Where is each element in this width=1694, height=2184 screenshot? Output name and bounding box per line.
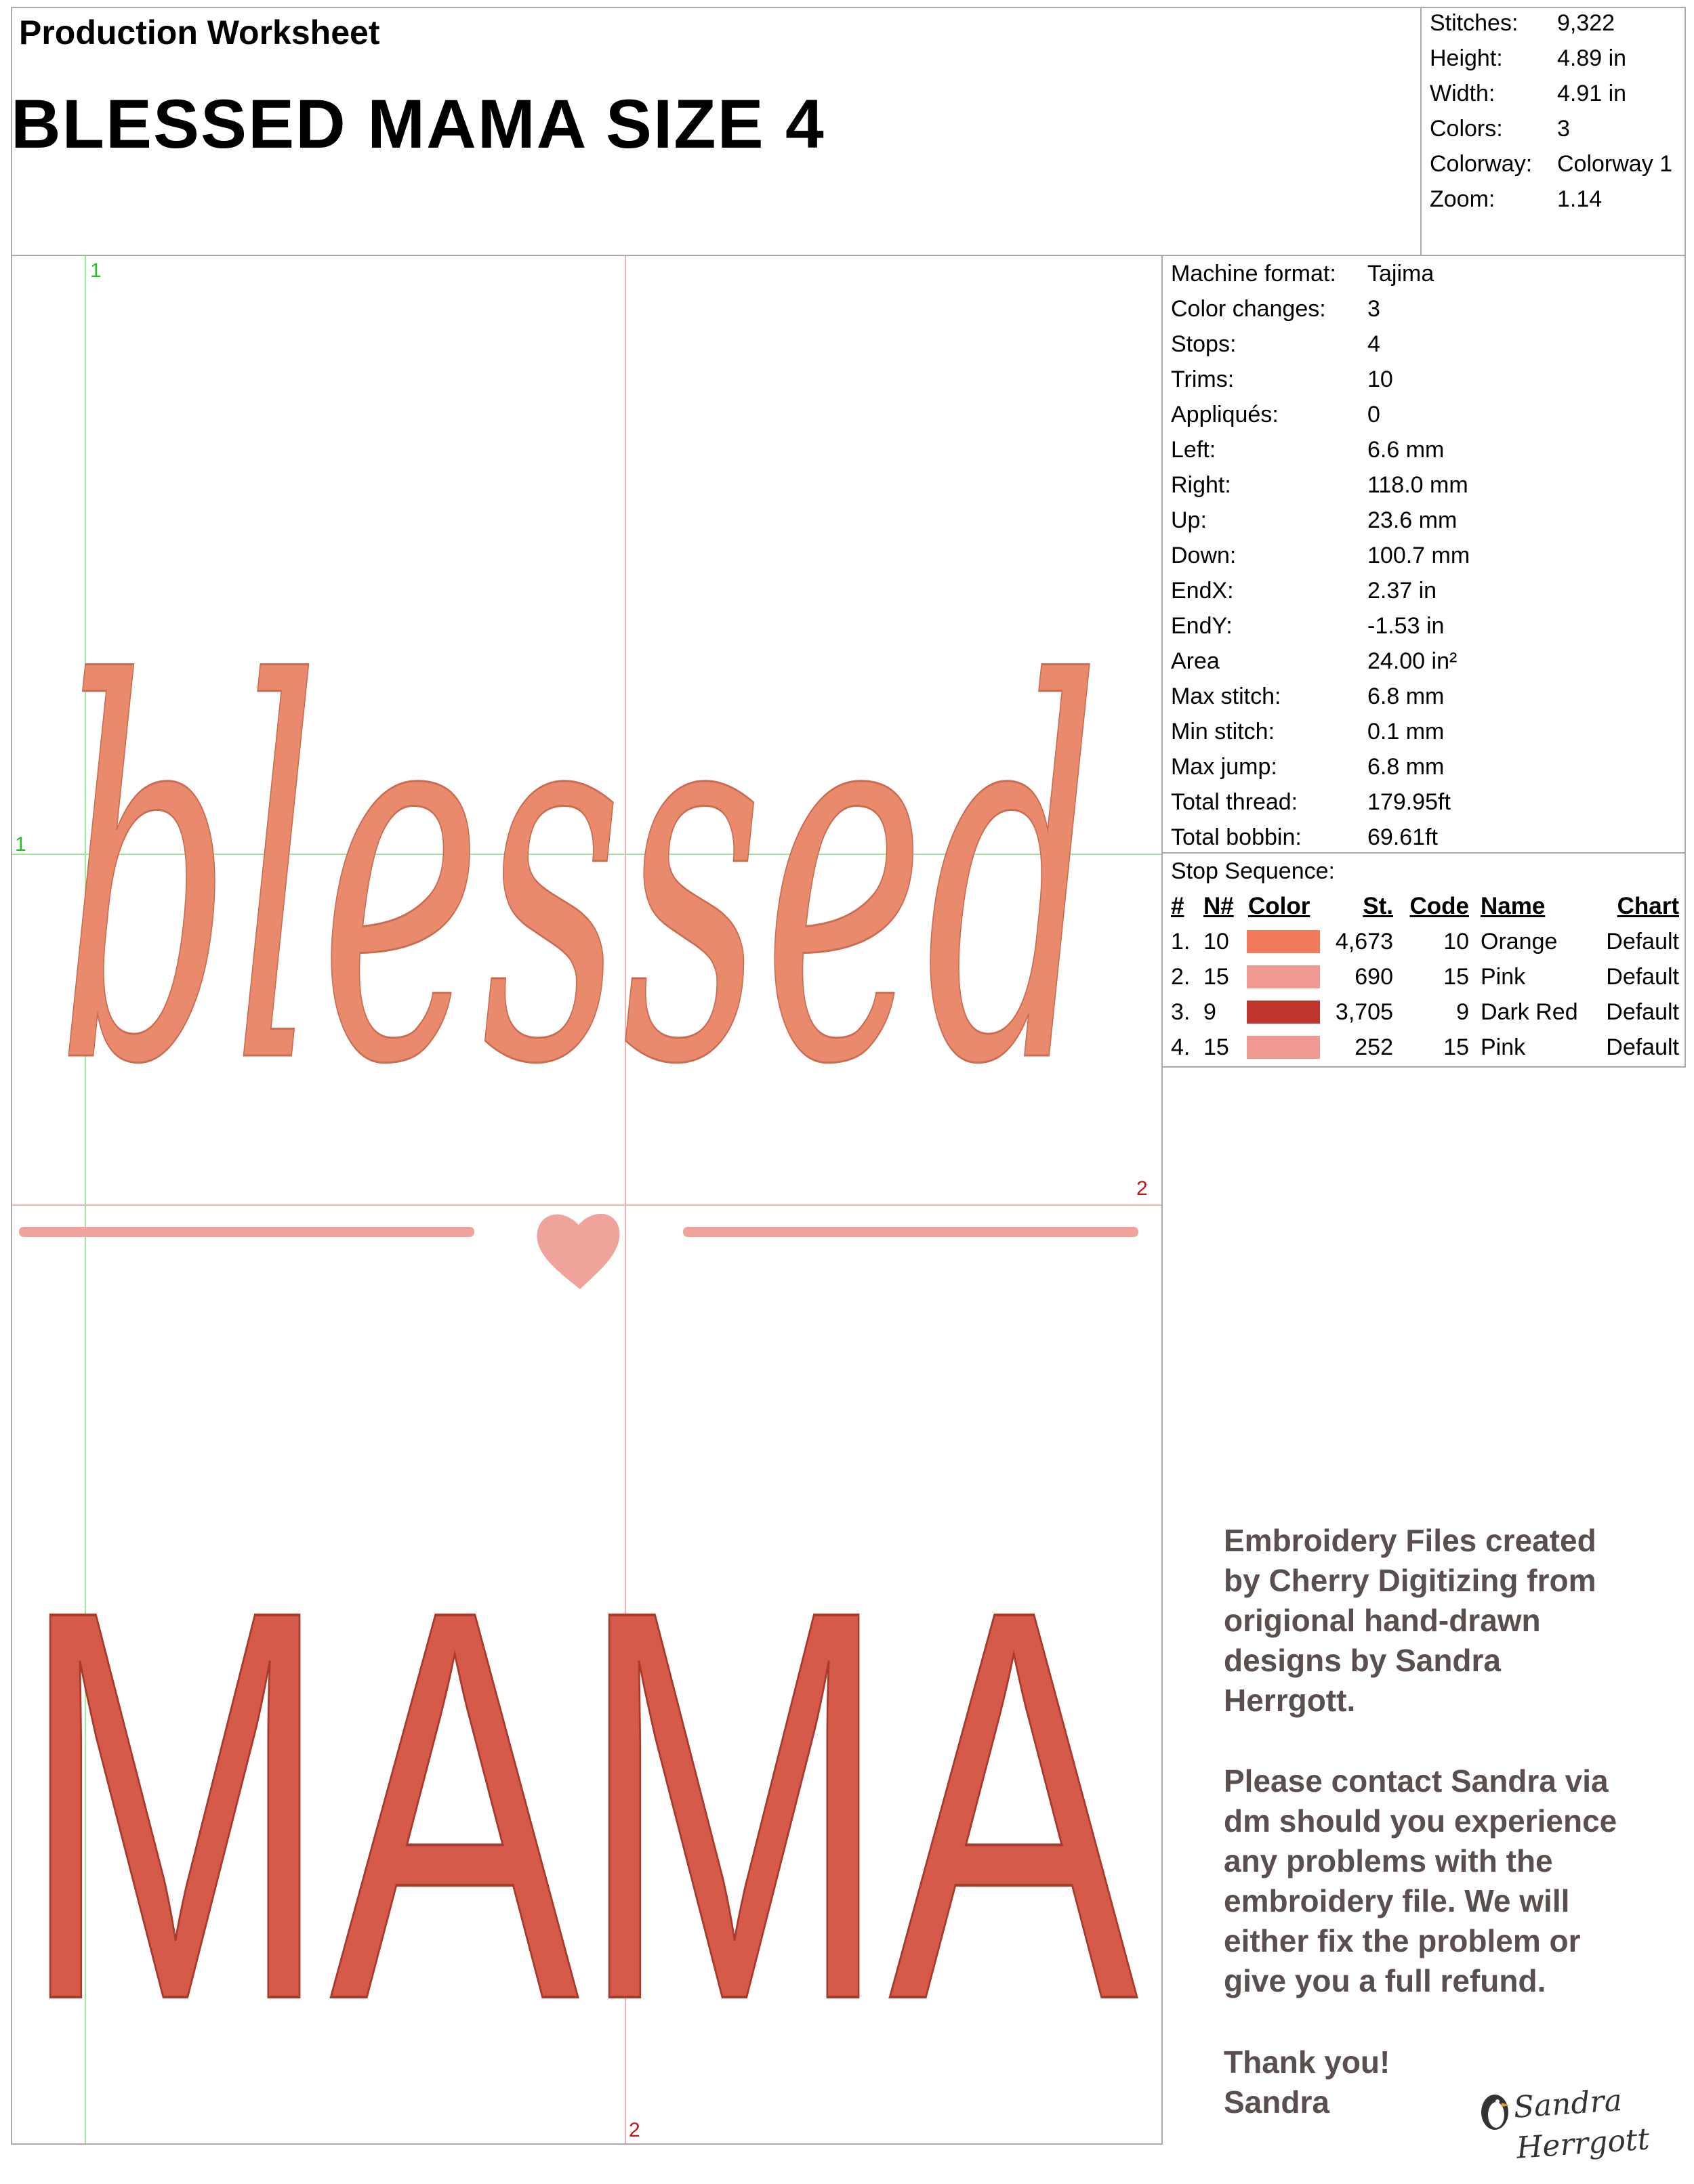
summary-value: 4.91 in [1557, 81, 1627, 106]
detail-value: 6.8 mm [1367, 754, 1445, 780]
stop-cell-idx: 3. [1171, 999, 1191, 1025]
summary-label: Zoom: [1430, 186, 1495, 212]
detail-label: Area [1171, 648, 1220, 674]
detail-value: 23.6 mm [1367, 507, 1458, 533]
stop-cell-n: 15 [1203, 1034, 1229, 1060]
design-preview [12, 256, 1161, 2143]
stop-cell-code: 10 [1443, 929, 1469, 954]
detail-value: 6.8 mm [1367, 684, 1445, 709]
stop-sequence-title: Stop Sequence: [1171, 858, 1335, 884]
marker-right: 2 [1136, 1177, 1148, 1200]
worksheet-title: Production Worksheet [19, 14, 380, 51]
penguin-icon [1476, 2085, 1514, 2133]
summary-value: 9,322 [1557, 10, 1615, 36]
detail-label: EndY: [1171, 613, 1233, 639]
column-header-code: Code [1409, 893, 1469, 919]
stop-cell-st: 252 [1355, 1034, 1393, 1060]
detail-label: Min stitch: [1171, 719, 1275, 744]
detail-value: 69.61ft [1367, 824, 1438, 850]
detail-value: 0 [1367, 402, 1380, 427]
column-header-idx: # [1171, 893, 1184, 919]
stop-cell-st: 690 [1355, 964, 1393, 990]
stop-cell-n: 15 [1203, 964, 1229, 990]
detail-value: 0.1 mm [1367, 719, 1445, 744]
detail-label: Stops: [1171, 331, 1237, 357]
detail-value: 6.6 mm [1367, 437, 1445, 463]
detail-value: 2.37 in [1367, 578, 1437, 604]
stop-cell-n: 9 [1203, 999, 1216, 1025]
column-header-n: N# [1203, 893, 1234, 919]
stop-cell-st: 4,673 [1335, 929, 1393, 954]
column-header-color: Color [1248, 893, 1310, 919]
detail-label: Total thread: [1171, 789, 1298, 815]
detail-label: Machine format: [1171, 261, 1336, 287]
column-header-st: St. [1363, 893, 1393, 919]
detail-label: Max jump: [1171, 754, 1277, 780]
stop-cell-idx: 4. [1171, 1034, 1191, 1060]
note-contact: Please contact Sandra via dm should you experience any problems with the embroidery file. We will either fix the problem or give you a full refund. [1224, 1763, 1617, 1998]
detail-label: Left: [1171, 437, 1216, 463]
stop-cell-chart: Default [1606, 999, 1679, 1025]
stop-cell-idx: 2. [1171, 964, 1191, 990]
marker-left: 1 [15, 833, 26, 856]
note-thanks: Thank you! Sandra [1224, 2044, 1390, 2120]
stop-cell-code: 15 [1443, 964, 1469, 990]
marker-bottom: 2 [629, 2119, 640, 2141]
design-title: BLESSED MAMA SIZE 4 [11, 85, 825, 163]
design-word-blessed: blessed [57, 579, 1100, 1177]
detail-value: 118.0 mm [1367, 472, 1468, 498]
summary-label: Stitches: [1430, 10, 1519, 36]
heart-icon [537, 1214, 619, 1289]
summary-value: 3 [1557, 116, 1570, 142]
detail-label: Right: [1171, 472, 1231, 498]
summary-value: 1.14 [1557, 186, 1603, 212]
detail-label: Color changes: [1171, 296, 1326, 322]
stop-cell-name: Dark Red [1481, 999, 1578, 1025]
stop-cell-chart: Default [1606, 964, 1679, 990]
stop-cell-st: 3,705 [1335, 999, 1393, 1025]
design-word-mama: MAMA [20, 1494, 1140, 2115]
stop-cell-n: 10 [1203, 929, 1229, 954]
stop-cell-name: Orange [1481, 929, 1558, 954]
note-credits: Embroidery Files created by Cherry Digitizing from origional hand-drawn designs by Sandra Herrgott. [1224, 1523, 1596, 1718]
stop-cell-chart: Default [1606, 929, 1679, 954]
detail-label: Total bobbin: [1171, 824, 1302, 850]
stop-cell-idx: 1. [1171, 929, 1191, 954]
stop-cell-code: 9 [1456, 999, 1469, 1025]
summary-value: 4.89 in [1557, 45, 1627, 71]
detail-value: 100.7 mm [1367, 543, 1470, 568]
summary-label: Colors: [1430, 116, 1503, 142]
detail-label: Trims: [1171, 366, 1235, 392]
detail-label: Max stitch: [1171, 684, 1281, 709]
summary-label: Colorway: [1430, 151, 1533, 177]
detail-label: Up: [1171, 507, 1207, 533]
stop-cell-name: Pink [1481, 964, 1526, 990]
detail-value: 4 [1367, 331, 1380, 357]
detail-value: -1.53 in [1367, 613, 1445, 639]
stop-cell-name: Pink [1481, 1034, 1526, 1060]
signature: Sandra Herrgott [1512, 2082, 1651, 2166]
detail-value: Tajima [1367, 261, 1434, 287]
detail-value: 179.95ft [1367, 789, 1451, 815]
column-header-name: Name [1481, 893, 1546, 919]
divider-right-bar [683, 1227, 1138, 1237]
summary-value: Colorway 1 [1557, 151, 1673, 177]
divider-left-bar [19, 1227, 474, 1237]
stop-cell-code: 15 [1443, 1034, 1469, 1060]
column-header-chart: Chart [1617, 893, 1679, 919]
detail-label: EndX: [1171, 578, 1234, 604]
detail-value: 24.00 in² [1367, 648, 1458, 674]
summary-label: Height: [1430, 45, 1503, 71]
detail-label: Down: [1171, 543, 1237, 568]
marker-top-left: 1 [90, 259, 102, 282]
detail-value: 10 [1367, 366, 1393, 392]
detail-label: Appliqués: [1171, 402, 1279, 427]
summary-label: Width: [1430, 81, 1495, 106]
detail-value: 3 [1367, 296, 1380, 322]
stop-cell-chart: Default [1606, 1034, 1679, 1060]
